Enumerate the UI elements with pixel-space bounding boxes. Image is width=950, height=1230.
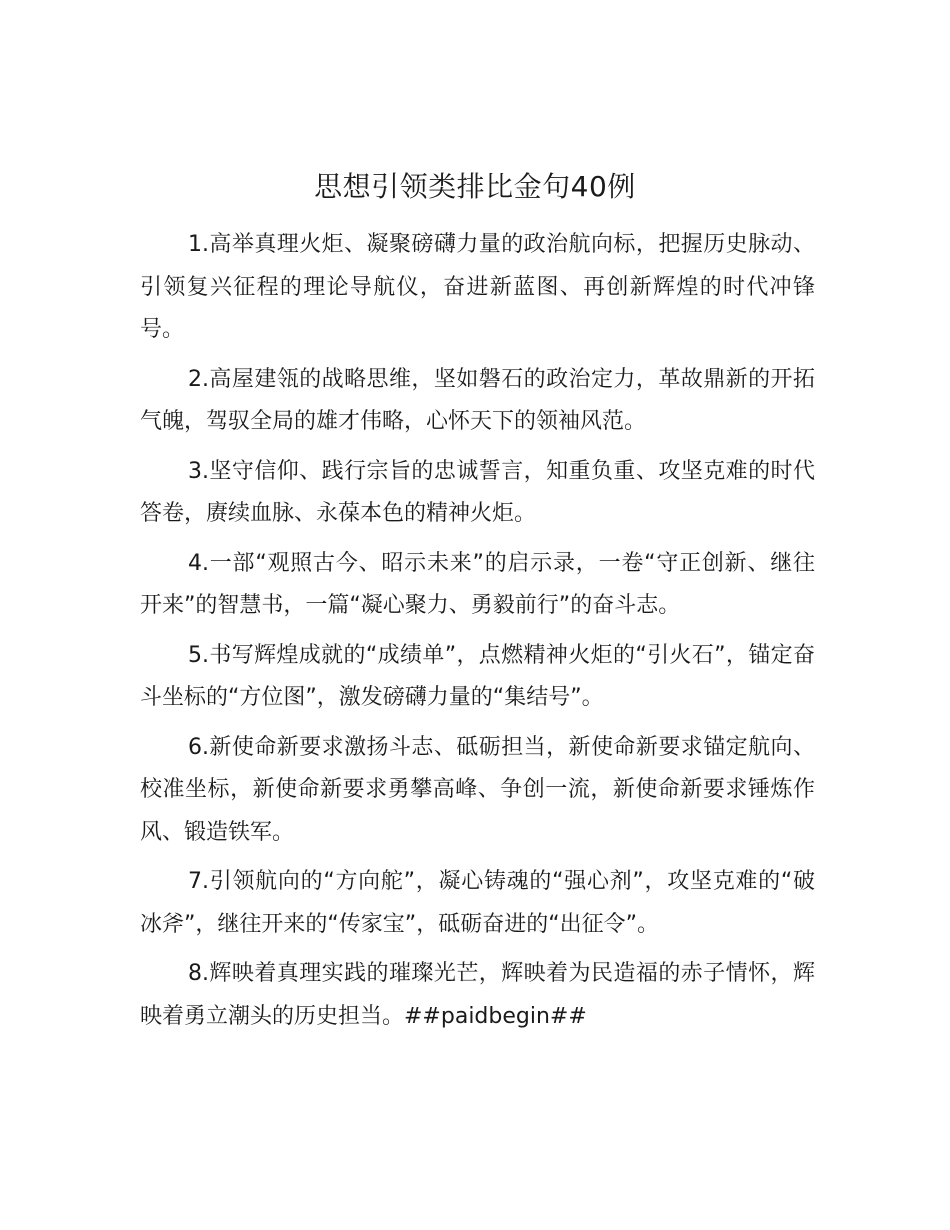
paragraph-7: 7.引领航向的“方向舵”，凝心铸魂的“强心剂”，攻坚克难的“破冰斧”，继往开来的“传家宝”，砥砺奋进的“出征令”。 <box>140 869 815 937</box>
paragraph-6: 6.新使命新要求激扬斗志、砥砺担当，新使命新要求锚定航向、校准坐标，新使命新要求勇攀高峰、争创一流，新使命新要求锤炼作风、锻造铁军。 <box>140 734 815 845</box>
paragraph-8: 8.辉映着真理实践的璀璨光芒，辉映着为民造福的赤子情怀，辉映着勇立潮头的历史担当。##paidbegin## <box>140 961 815 1029</box>
paragraph-4: 4.一部“观照古今、昭示未来”的启示录，一卷“守正创新、继往开来”的智慧书，一篇“凝心聚力、勇毅前行”的奋斗志。 <box>140 550 815 618</box>
document-title: 思想引领类排比金句40例 <box>314 170 636 203</box>
paragraph-5: 5.书写辉煌成就的“成绩单”，点燃精神火炬的“引火石”，锚定奋斗坐标的“方位图”，激发磅礴力量的“集结号”。 <box>140 642 815 710</box>
paragraph-2: 2.高屋建瓴的战略思维，坚如磐石的政治定力，革故鼎新的开拓气魄，驾驭全局的雄才伟略，心怀天下的领袖风范。 <box>140 366 815 434</box>
paragraph-3: 3.坚守信仰、践行宗旨的忠诚誓言，知重负重、攻坚克难的时代答卷，赓续血脉、永葆本色的精神火炬。 <box>140 458 815 526</box>
document-body <box>140 224 815 1045</box>
paragraph-1: 1.高举真理火炬、凝聚磅礴力量的政治航向标，把握历史脉动、引领复兴征程的理论导航仪，奋进新蓝图、再创新辉煌的时代冲锋号。 <box>140 232 815 342</box>
